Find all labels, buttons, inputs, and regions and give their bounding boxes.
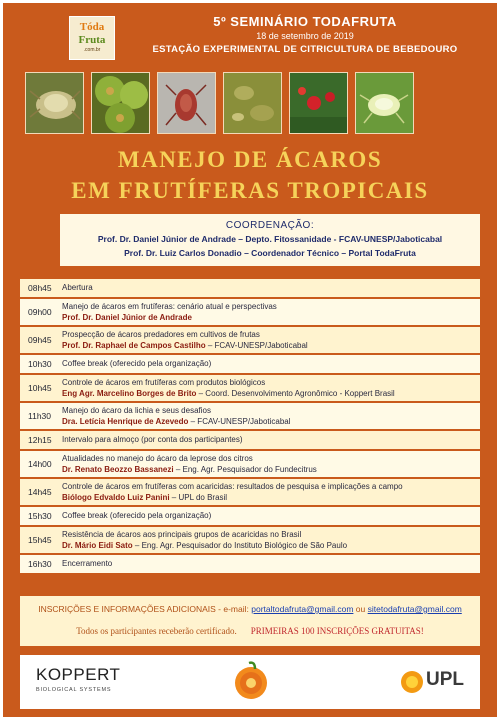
schedule-description xyxy=(62,479,480,505)
schedule xyxy=(20,279,480,575)
main-title-line-2: EM FRUTÍFERAS TROPICAIS xyxy=(71,178,429,203)
registration-label: INSCRIÇÕES E INFORMAÇÕES ADICIONAIS - e-mail: xyxy=(38,604,249,614)
schedule-description xyxy=(62,403,480,429)
mite-photo-5 xyxy=(289,72,348,134)
schedule-speaker: Dra. Letícia Henrique de Azevedo xyxy=(62,417,189,426)
schedule-speaker: Dr. Renato Beozzo Bassanezi xyxy=(62,465,174,474)
schedule-description xyxy=(62,327,480,353)
schedule-affiliation: – UPL do Brasil xyxy=(169,493,228,502)
event-venue: ESTAÇÃO EXPERIMENTAL DE CITRICULTURA DE BEBEDOURO xyxy=(152,44,458,55)
schedule-row xyxy=(20,299,480,325)
schedule-affiliation: – Eng. Agr. Pesquisador do Instituto Biológico de São Paulo xyxy=(132,541,348,550)
coordinator-2: Prof. Dr. Luiz Carlos Donadio – Coordenador Técnico – Portal TodaFruta xyxy=(124,248,416,258)
schedule-speaker: Prof. Dr. Daniel Júnior de Andrade xyxy=(62,313,192,322)
schedule-row xyxy=(20,451,480,477)
email-link-1[interactable]: portaltodafruta@gmail.com xyxy=(251,604,354,614)
event-header xyxy=(120,13,490,56)
schedule-time: 15h45 xyxy=(28,535,52,545)
institution-seal-icon xyxy=(232,659,270,705)
koppert-logo xyxy=(36,665,146,703)
mite-photo-4 xyxy=(223,72,282,134)
event-name: 5º SEMINÁRIO TODAFRUTA xyxy=(213,14,397,29)
schedule-affiliation: – Eng. Agr. Pesquisador do Fundecitrus xyxy=(173,465,317,474)
logo-line-2: Fruta xyxy=(78,34,106,46)
schedule-time: 08h45 xyxy=(28,283,52,293)
schedule-topic: Resistência de ácaros aos principais grupos de acaricidas no Brasil xyxy=(62,530,302,539)
schedule-row xyxy=(20,507,480,525)
schedule-time: 10h30 xyxy=(28,359,52,369)
schedule-topic: Atualidades no manejo do ácaro da leprose dos citros xyxy=(62,454,253,463)
email-link-2[interactable]: sitetodafruta@gmail.com xyxy=(367,604,462,614)
schedule-speaker: Eng Agr. Marcelino Borges de Brito xyxy=(62,389,197,398)
event-date: 18 de setembro de 2019 xyxy=(256,31,354,41)
todafruta-logo xyxy=(69,16,115,60)
schedule-topic: Intervalo para almoço (por conta dos participantes) xyxy=(62,435,243,444)
mite-photo-1 xyxy=(25,72,84,134)
koppert-name: KOPPERT xyxy=(36,665,121,684)
registration-footer xyxy=(20,596,480,646)
schedule-speaker: Prof. Dr. Raphael de Campos Castilho xyxy=(62,341,206,350)
main-title xyxy=(20,144,480,206)
logo-line-3: .com.br xyxy=(83,47,101,53)
upl-sun-icon xyxy=(400,670,424,694)
schedule-topic: Encerramento xyxy=(62,559,113,568)
schedule-topic: Coffee break (oferecido pela organização) xyxy=(62,359,212,368)
schedule-time: 10h45 xyxy=(28,383,52,393)
schedule-topic: Manejo do ácaro da lichia e seus desafios xyxy=(62,406,211,415)
schedule-row xyxy=(20,279,480,297)
coordinator-1: Prof. Dr. Daniel Júnior de Andrade – Depto. Fitossanidade - FCAV-UNESP/Jaboticabal xyxy=(97,234,443,244)
schedule-time: 09h45 xyxy=(28,335,52,345)
schedule-time: 14h00 xyxy=(28,459,52,469)
schedule-speaker: Dr. Mário Eidi Sato xyxy=(62,541,133,550)
schedule-row xyxy=(20,355,480,373)
registration-notes xyxy=(20,625,480,637)
schedule-time: 15h30 xyxy=(28,511,52,521)
schedule-description xyxy=(62,299,480,325)
koppert-subtitle: BIOLOGICAL SYSTEMS xyxy=(36,687,112,693)
schedule-row xyxy=(20,327,480,353)
sponsor-bar xyxy=(20,655,480,709)
schedule-row xyxy=(20,431,480,449)
mite-photo-2 xyxy=(91,72,150,134)
schedule-topic: Coffee break (oferecido pela organização) xyxy=(62,511,212,520)
schedule-speaker: Biólogo Edvaldo Luiz Panini xyxy=(62,493,170,502)
main-title-line-1: MANEJO DE ÁCAROS xyxy=(117,147,383,172)
schedule-topic: Controle de ácaros em frutíferas com acaricidas: resultados de pesquisa e implicações a campo xyxy=(62,482,403,491)
certificate-note: Todos os participantes receberão certificado. xyxy=(76,626,237,636)
schedule-topic: Controle de ácaros em frutíferas com produtos biológicos xyxy=(62,378,266,387)
schedule-time: 11h30 xyxy=(28,411,52,421)
email-separator: ou xyxy=(355,604,366,614)
mite-photo-3 xyxy=(157,72,216,134)
schedule-description xyxy=(62,375,480,401)
coordination-panel xyxy=(60,214,480,266)
registration-info xyxy=(20,603,480,615)
logo-line-1: Tóda xyxy=(79,21,105,33)
schedule-affiliation: – FCAV-UNESP/Jaboticabal xyxy=(205,341,308,350)
free-registration-note: PRIMEIRAS 100 INSCRIÇÕES GRATUITAS! xyxy=(250,626,424,636)
coordination-heading: COORDENAÇÃO: xyxy=(225,220,315,231)
schedule-row xyxy=(20,527,480,553)
schedule-row xyxy=(20,479,480,505)
schedule-row xyxy=(20,555,480,573)
schedule-affiliation: – Coord. Desenvolvimento Agronômico - Koppert Brasil xyxy=(196,389,395,398)
schedule-topic: Prospecção de ácaros predadores em cultivos de frutas xyxy=(62,330,260,339)
mite-photo-6 xyxy=(355,72,414,134)
schedule-description xyxy=(62,451,480,477)
upl-logo xyxy=(400,669,470,695)
schedule-time: 14h45 xyxy=(28,487,52,497)
schedule-description xyxy=(62,527,480,553)
schedule-topic: Manejo de ácaros em frutíferas: cenário atual e perspectivas xyxy=(62,302,277,311)
schedule-topic: Abertura xyxy=(62,283,93,292)
schedule-time: 12h15 xyxy=(28,435,52,445)
mite-photo-strip xyxy=(25,72,475,134)
schedule-row xyxy=(20,375,480,401)
schedule-row xyxy=(20,403,480,429)
schedule-time: 16h30 xyxy=(28,559,52,569)
upl-name: UPL xyxy=(426,669,464,690)
schedule-affiliation: – FCAV-UNESP/Jaboticabal xyxy=(188,417,291,426)
schedule-time: 09h00 xyxy=(28,307,52,317)
